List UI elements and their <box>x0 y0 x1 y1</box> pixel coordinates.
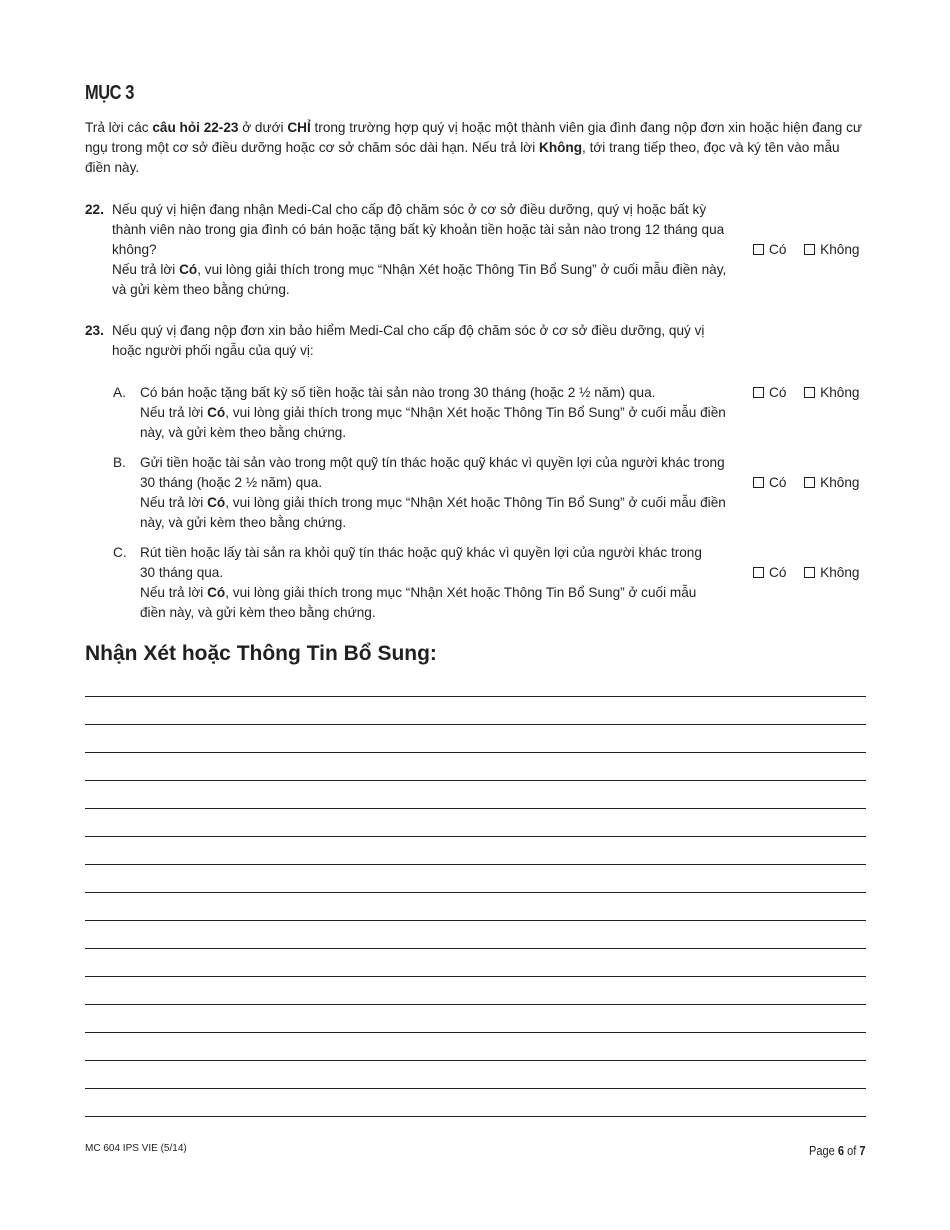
checkbox-icon <box>804 244 815 255</box>
note-bold-yes: Có <box>207 585 226 600</box>
question-23b-no-checkbox[interactable] <box>804 473 859 493</box>
question-23-text: Nếu quý vị đang nộp đơn xin bảo hiểm Medi-Cal cho cấp độ chăm sóc ở cơ sở điều dưỡng, quý vị hoặc người phối ngẫu của quý vị: <box>112 323 705 358</box>
intro-text: , tới trang tiếp theo, đọc và ký tên vào mẫu điền này. <box>85 140 840 175</box>
comment-line[interactable] <box>85 724 866 725</box>
comment-line[interactable] <box>85 808 866 809</box>
note-text: Nếu trả lời <box>140 495 208 510</box>
no-label: Không <box>820 242 860 257</box>
question-23a-yes-checkbox[interactable] <box>753 383 786 403</box>
intro-bold-no: Không <box>539 140 583 155</box>
checkbox-icon <box>753 567 764 578</box>
question-23c-note <box>140 583 720 623</box>
question-23a-prompt: Có bán hoặc tặng bất kỳ số tiền hoặc tài sản nào trong 30 tháng (hoặc 2 ½ năm) qua. <box>140 385 656 400</box>
comment-line[interactable] <box>85 1032 866 1033</box>
question-23c-text <box>140 543 720 623</box>
question-23a-letter: A. <box>113 385 126 400</box>
note-bold-yes: Có <box>179 262 198 277</box>
intro-text: ở dưới <box>238 120 288 135</box>
checkbox-icon <box>804 387 815 398</box>
question-23a-note <box>140 403 735 443</box>
question-23b-yes-checkbox[interactable] <box>753 473 786 493</box>
note-text: Nếu trả lời <box>140 585 208 600</box>
comment-line[interactable] <box>85 836 866 837</box>
of-word: of <box>844 1143 860 1158</box>
question-22-yes-checkbox[interactable] <box>753 240 786 260</box>
checkbox-icon <box>804 477 815 488</box>
comment-line[interactable] <box>85 920 866 921</box>
intro-text: Trả lời các <box>85 120 153 135</box>
question-22-options <box>753 240 859 260</box>
intro-text: trong trường hợp quý vị hoặc một thành viên gia đình đang nộp đơn xin hoặc hiện đang cư ngụ trong một cơ sở điều dưỡng hoặc cơ sở chăm sóc dài hạn. Nếu trả lời <box>85 120 863 155</box>
no-label: Không <box>820 565 860 580</box>
note-text: Nếu trả lời <box>140 405 208 420</box>
page-word: Page <box>809 1143 839 1158</box>
note-text: , vui lòng giải thích trong mục “Nhận Xét hoặc Thông Tin Bổ Sung” ở cuối mẫu điền này, và gửi kèm theo bằng chứng. <box>112 262 727 297</box>
comment-line[interactable] <box>85 780 866 781</box>
comment-line[interactable] <box>85 864 866 865</box>
intro-bold-questions: câu hỏi 22-23 <box>152 120 239 135</box>
comment-line[interactable] <box>85 948 866 949</box>
question-23c-prompt: Rút tiền hoặc lấy tài sản ra khỏi quỹ tín thác hoặc quỹ khác vì quyền lợi của người khác trong 30 tháng qua. <box>140 545 702 580</box>
note-text: , vui lòng giải thích trong mục “Nhận Xét hoặc Thông Tin Bổ Sung” ở cuối mẫu điền này, và gửi kèm theo bằng chứng. <box>140 585 697 620</box>
note-bold-yes: Có <box>207 405 226 420</box>
comment-line[interactable] <box>85 892 866 893</box>
no-label: Không <box>820 385 860 400</box>
question-22-prompt: Nếu quý vị hiện đang nhận Medi-Cal cho cấp độ chăm sóc ở cơ sở điều dưỡng, quý vị hoặc bất kỳ thành viên nào trong gia đình có bán hoặc tặng bất kỳ khoản tiền hoặc tài sản nào trong 12 tháng qua không? <box>112 202 725 257</box>
checkbox-icon <box>753 387 764 398</box>
question-23a-no-checkbox[interactable] <box>804 383 859 403</box>
question-23c-yes-checkbox[interactable] <box>753 563 786 583</box>
page-number: 6 <box>838 1143 845 1158</box>
comment-line[interactable] <box>85 752 866 753</box>
no-label: Không <box>820 475 860 490</box>
intro-paragraph <box>85 118 865 178</box>
question-23b-note <box>140 493 735 533</box>
yes-label: Có <box>769 242 787 257</box>
question-23b-text <box>140 453 735 533</box>
comment-line[interactable] <box>85 1004 866 1005</box>
question-23c-letter: C. <box>113 545 127 560</box>
checkbox-icon <box>804 567 815 578</box>
form-id: MC 604 IPS VIE (5/14) <box>85 1143 187 1154</box>
question-23b-letter: B. <box>113 455 126 470</box>
comment-line[interactable] <box>85 1060 866 1061</box>
checkbox-icon <box>753 244 764 255</box>
comments-title: Nhận Xét hoặc Thông Tin Bổ Sung: <box>85 642 437 665</box>
comment-line[interactable] <box>85 976 866 977</box>
note-text: , vui lòng giải thích trong mục “Nhận Xét hoặc Thông Tin Bổ Sung” ở cuối mẫu điền này, và gửi kèm theo bằng chứng. <box>140 495 726 530</box>
question-23a-options <box>753 383 859 403</box>
yes-label: Có <box>769 475 787 490</box>
yes-label: Có <box>769 385 787 400</box>
note-bold-yes: Có <box>207 495 226 510</box>
question-22-note <box>112 260 737 300</box>
page-indicator <box>809 1143 866 1158</box>
intro-bold-only: CHỈ <box>287 120 311 135</box>
note-text: , vui lòng giải thích trong mục “Nhận Xét hoặc Thông Tin Bổ Sung” ở cuối mẫu điền này, và gửi kèm theo bằng chứng. <box>140 405 726 440</box>
page-total: 7 <box>859 1143 866 1158</box>
question-23b-options <box>753 473 859 493</box>
note-text: Nếu trả lời <box>112 262 180 277</box>
comment-line[interactable] <box>85 696 866 697</box>
comment-line[interactable] <box>85 1088 866 1089</box>
question-23b-prompt: Gửi tiền hoặc tài sản vào trong một quỹ tín thác hoặc quỹ khác vì quyền lợi của người khác trong 30 tháng (hoặc 2 ½ năm) qua. <box>140 455 725 490</box>
question-22-no-checkbox[interactable] <box>804 240 859 260</box>
yes-label: Có <box>769 565 787 580</box>
question-23c-options <box>753 563 859 583</box>
section-heading: MỤC 3 <box>85 82 134 104</box>
question-22-text <box>112 200 737 300</box>
question-23c-no-checkbox[interactable] <box>804 563 859 583</box>
question-23-number: 23. <box>85 323 104 338</box>
question-22-number: 22. <box>85 202 104 217</box>
question-23a-text <box>140 383 735 443</box>
comment-line[interactable] <box>85 1116 866 1117</box>
checkbox-icon <box>753 477 764 488</box>
